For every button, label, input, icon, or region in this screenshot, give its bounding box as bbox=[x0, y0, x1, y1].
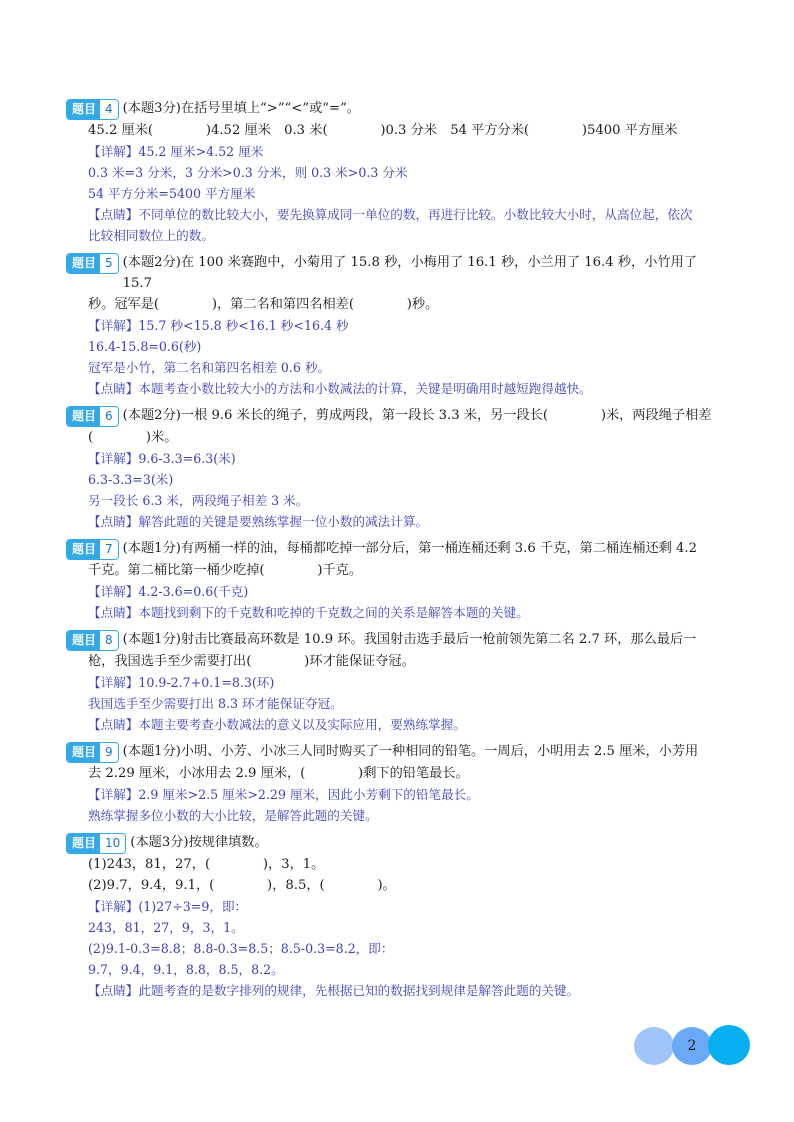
problem-label: 题目 bbox=[67, 631, 100, 650]
problem-first-line bbox=[66, 538, 730, 560]
problem-first-line bbox=[66, 252, 730, 294]
problem-number-tag bbox=[66, 253, 119, 274]
problem-block bbox=[66, 832, 730, 1001]
problem-number: 7 bbox=[100, 540, 118, 559]
question-text: 枪，我国选手至少需要打出( )环才能保证夺冠。 bbox=[88, 654, 415, 669]
problem-label: 题目 bbox=[67, 407, 100, 426]
answer-line: 我国选手至少需要打出 8.3 环才能保证夺冠。 bbox=[88, 696, 343, 711]
page-number: 2 bbox=[687, 1038, 697, 1054]
question-text: (本题2分)一根 9.6 米长的绳子，剪成两段，第一段长 3.3 米，另一段长( )米，两段绳子相差 bbox=[122, 408, 712, 423]
answer-line: 6.3-3.3=3(米) bbox=[88, 472, 174, 487]
answer-line: 【详解】4.2-3.6=0.6(千克) bbox=[88, 584, 249, 599]
answer-line: 比较相同数位上的数。 bbox=[88, 228, 214, 243]
problem-first-line bbox=[66, 405, 730, 427]
question-text: ( )米。 bbox=[88, 430, 178, 445]
answer-line: 243，81，27，9，3，1。 bbox=[88, 920, 244, 935]
answer-line: 9.7，9.4，9.1，8.8，8.5，8.2。 bbox=[88, 962, 284, 977]
answer-line: 【详解】2.9 厘米>2.5 厘米>2.29 厘米，因此小芳剩下的铅笔最长。 bbox=[88, 787, 479, 802]
question-subline: (2)9.7，9.4，9.1，( )，8.5，( )。 bbox=[88, 878, 396, 893]
question-text: 秒。冠军是( )，第二名和第四名相差( )秒。 bbox=[88, 297, 439, 312]
problem-block bbox=[66, 252, 730, 399]
question-subline: (1)243，81，27，( )，3，1。 bbox=[88, 857, 325, 872]
answer-line: 【点睛】解答此题的关键是要熟练掌握一位小数的减法计算。 bbox=[88, 514, 429, 529]
question-text: (本题1分)小明、小芳、小冰三人同时购买了一种相同的铅笔。一周后，小明用去 2.5 厘米，小芳用 bbox=[122, 744, 699, 759]
answer-line: 【详解】45.2 厘米>4.52 厘米 bbox=[88, 144, 264, 159]
problem-label: 题目 bbox=[67, 540, 100, 559]
problem-block bbox=[66, 741, 730, 826]
answer-line: 16.4-15.8=0.6(秒) bbox=[88, 339, 202, 354]
problem-label: 题目 bbox=[67, 743, 100, 762]
answer-line: 另一段长 6.3 米，两段绳子相差 3 米。 bbox=[88, 493, 309, 508]
answer-line: 【点睛】本题主要考查小数减法的意义以及实际应用，要熟练掌握。 bbox=[88, 717, 466, 732]
problem-first-line bbox=[66, 832, 730, 854]
problem-label: 题目 bbox=[67, 834, 100, 853]
answer-line: 54 平方分米=5400 平方厘米 bbox=[88, 186, 256, 201]
problem-number: 10 bbox=[100, 834, 125, 853]
problem-number-tag bbox=[66, 539, 119, 560]
answer-line: 熟练掌握多位小数的大小比较，是解答此题的关键。 bbox=[88, 808, 378, 823]
problem-number-tag bbox=[66, 630, 119, 651]
problem-number: 6 bbox=[100, 407, 118, 426]
page-number-badge bbox=[634, 1025, 752, 1067]
question-text: 去 2.29 厘米，小冰用去 2.9 厘米，( )剩下的铅笔最长。 bbox=[88, 766, 469, 781]
problem-number-tag bbox=[66, 406, 119, 427]
question-text: (本题2分)在 100 米赛跑中，小菊用了 15.8 秒，小梅用了 16.1 秒，小兰用了 16.4 秒，小竹用了 15.7 bbox=[122, 255, 697, 291]
answer-line: 【点睛】本题考查小数比较大小的方法和小数减法的计算，关键是明确用时越短跑得越快。 bbox=[88, 381, 592, 396]
problem-number-tag bbox=[66, 742, 119, 763]
answer-line: 【点睛】不同单位的数比较大小，要先换算成同一单位的数，再进行比较。小数比较大小时，从高位起，依次 bbox=[88, 207, 693, 222]
problem-number: 5 bbox=[100, 254, 118, 273]
answer-line: 【详解】(1)27÷3=9，即： bbox=[88, 899, 248, 914]
question-text: (本题1分)射击比赛最高环数是 10.9 环。我国射击选手最后一枪前领先第二名 2.7 环，那么最后一 bbox=[122, 632, 697, 647]
worksheet-content bbox=[66, 98, 730, 1007]
question-text: (本题1分)有两桶一样的油，每桶都吃掉一部分后，第一桶连桶还剩 3.6 千克，第二桶连桶还剩 4.2 bbox=[122, 541, 697, 556]
problem-number: 4 bbox=[100, 100, 118, 119]
answer-line: 冠军是小竹，第二名和第四名相差 0.6 秒。 bbox=[88, 360, 331, 375]
question-text: (本题3分)在括号里填上“>”“<”或“=”。 bbox=[122, 101, 360, 116]
problem-block bbox=[66, 405, 730, 532]
problem-first-line bbox=[66, 741, 730, 763]
problem-number-tag bbox=[66, 833, 126, 854]
question-text: (本题3分)按规律填数。 bbox=[130, 835, 268, 850]
answer-line: 【详解】15.7 秒<15.8 秒<16.1 秒<16.4 秒 bbox=[88, 318, 349, 333]
problem-block bbox=[66, 538, 730, 623]
answer-line: 【详解】9.6-3.3=6.3(米) bbox=[88, 451, 236, 466]
problem-number: 8 bbox=[100, 631, 118, 650]
problem-number-tag bbox=[66, 99, 119, 120]
problem-first-line bbox=[66, 98, 730, 120]
problem-block bbox=[66, 98, 730, 246]
answer-line: 【点睛】本题找到剩下的千克数和吃掉的千克数之间的关系是解答本题的关键。 bbox=[88, 605, 529, 620]
question-subline: 45.2 厘米( )4.52 厘米 0.3 米( )0.3 分米 54 平方分米( )5400 平方厘米 bbox=[88, 123, 678, 138]
answer-line: 【点睛】此题考查的是数字排列的规律，先根据已知的数据找到规律是解答此题的关键。 bbox=[88, 983, 580, 998]
problem-label: 题目 bbox=[67, 254, 100, 273]
decor-circle-left bbox=[634, 1027, 674, 1065]
problem-number: 9 bbox=[100, 743, 118, 762]
question-text: 千克。第二桶比第一桶少吃掉( )千克。 bbox=[88, 563, 363, 578]
answer-line: (2)9.1-0.3=8.8；8.8-0.3=8.5；8.5-0.3=8.2，即： bbox=[88, 941, 394, 956]
answer-line: 【详解】10.9-2.7+0.1=8.3(环) bbox=[88, 675, 275, 690]
answer-line: 0.3 米=3 分米，3 分米>0.3 分米，则 0.3 米>0.3 分米 bbox=[88, 165, 408, 180]
problem-block bbox=[66, 629, 730, 735]
problem-label: 题目 bbox=[67, 100, 100, 119]
decor-circle-right bbox=[708, 1025, 750, 1065]
problem-first-line bbox=[66, 629, 730, 651]
